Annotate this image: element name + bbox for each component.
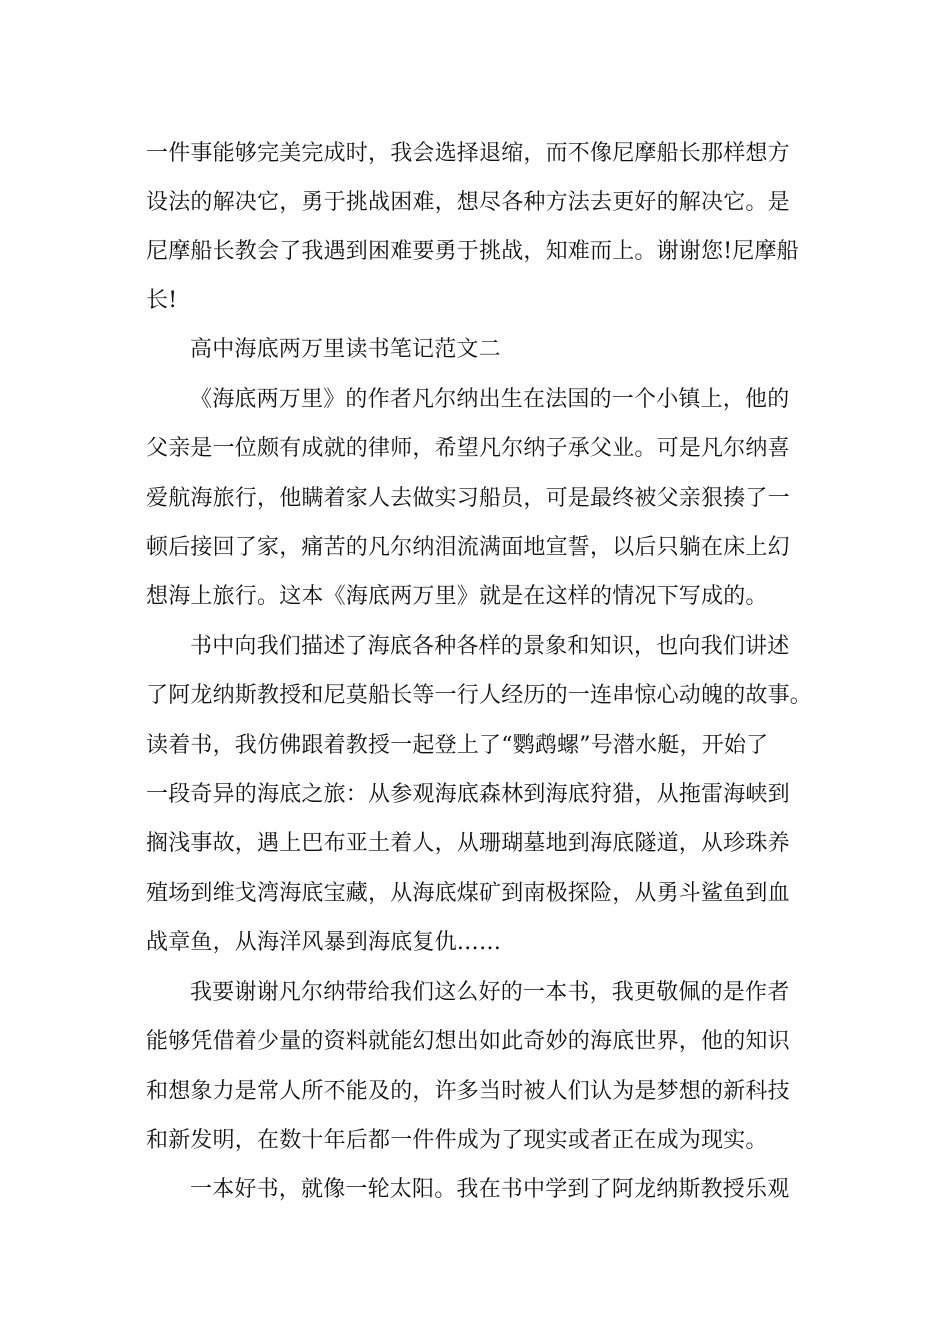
text-line: 想海上旅行。这本《海底两万里》就是在这样的情况下写成的。 — [146, 584, 768, 609]
text-line: 和新发明，在数十年后都一件件成为了现实或者正在成为现实。 — [146, 1128, 768, 1153]
text-line: 长! — [146, 288, 178, 313]
text-line: 尼摩船长教会了我遇到困难要勇于挑战，知难而上。谢谢您!尼摩船 — [146, 239, 799, 264]
text-line: 一本好书，就像一轮太阳。我在书中学到了阿龙纳斯教授乐观 — [190, 1177, 790, 1202]
text-line: 顿后接回了家，痛苦的凡尔纳泪流满面地宣誓，以后只躺在床上幻 — [146, 535, 790, 560]
text-line: 设法的解决它，勇于挑战困难，想尽各种方法去更好的解决它。是 — [146, 190, 790, 215]
text-line: 一件事能够完美完成时，我会选择退缩，而不像尼摩船长那样想方 — [146, 141, 790, 166]
text-line: 读着书，我仿佛跟着教授一起登上了“鹦鹉螺”号潜水艇，开始了 — [146, 733, 769, 758]
text-line: 了阿龙纳斯教授和尼莫船长等一行人经历的一连串惊心动魄的故事。 — [146, 683, 813, 708]
text-line: 殖场到维戈湾海底宝藏，从海底煤矿到南极探险，从勇斗鲨鱼到血 — [146, 881, 790, 906]
text-line: 搁浅事故，遇上巴布亚土着人，从珊瑚墓地到海底隧道，从珍珠养 — [146, 831, 790, 856]
text-line: 爱航海旅行，他瞒着家人去做实习船员，可是最终被父亲狠揍了一 — [146, 486, 790, 511]
text-line: 能够凭借着少量的资料就能幻想出如此奇妙的海底世界，他的知识 — [146, 1029, 790, 1054]
text-line: 父亲是一位颇有成就的律师，希望凡尔纳子承父业。可是凡尔纳喜 — [146, 436, 790, 461]
text-line: 书中向我们描述了海底各种各样的景象和知识，也向我们讲述 — [190, 634, 790, 659]
text-line: 我要谢谢凡尔纳带给我们这么好的一本书，我更敬佩的是作者 — [190, 980, 790, 1005]
text-line: 《海底两万里》的作者凡尔纳出生在法国的一个小镇上，他的 — [190, 387, 790, 412]
text-line: 和想象力是常人所不能及的，许多当时被人们认为是梦想的新科技 — [146, 1079, 790, 1104]
text-line: 战章鱼，从海洋风暴到海底复仇…… — [146, 930, 502, 955]
section-heading: 高中海底两万里读书笔记范文二 — [190, 337, 501, 362]
text-line: 一段奇异的海底之旅：从参观海底森林到海底狩猎，从拖雷海峡到 — [146, 782, 790, 807]
